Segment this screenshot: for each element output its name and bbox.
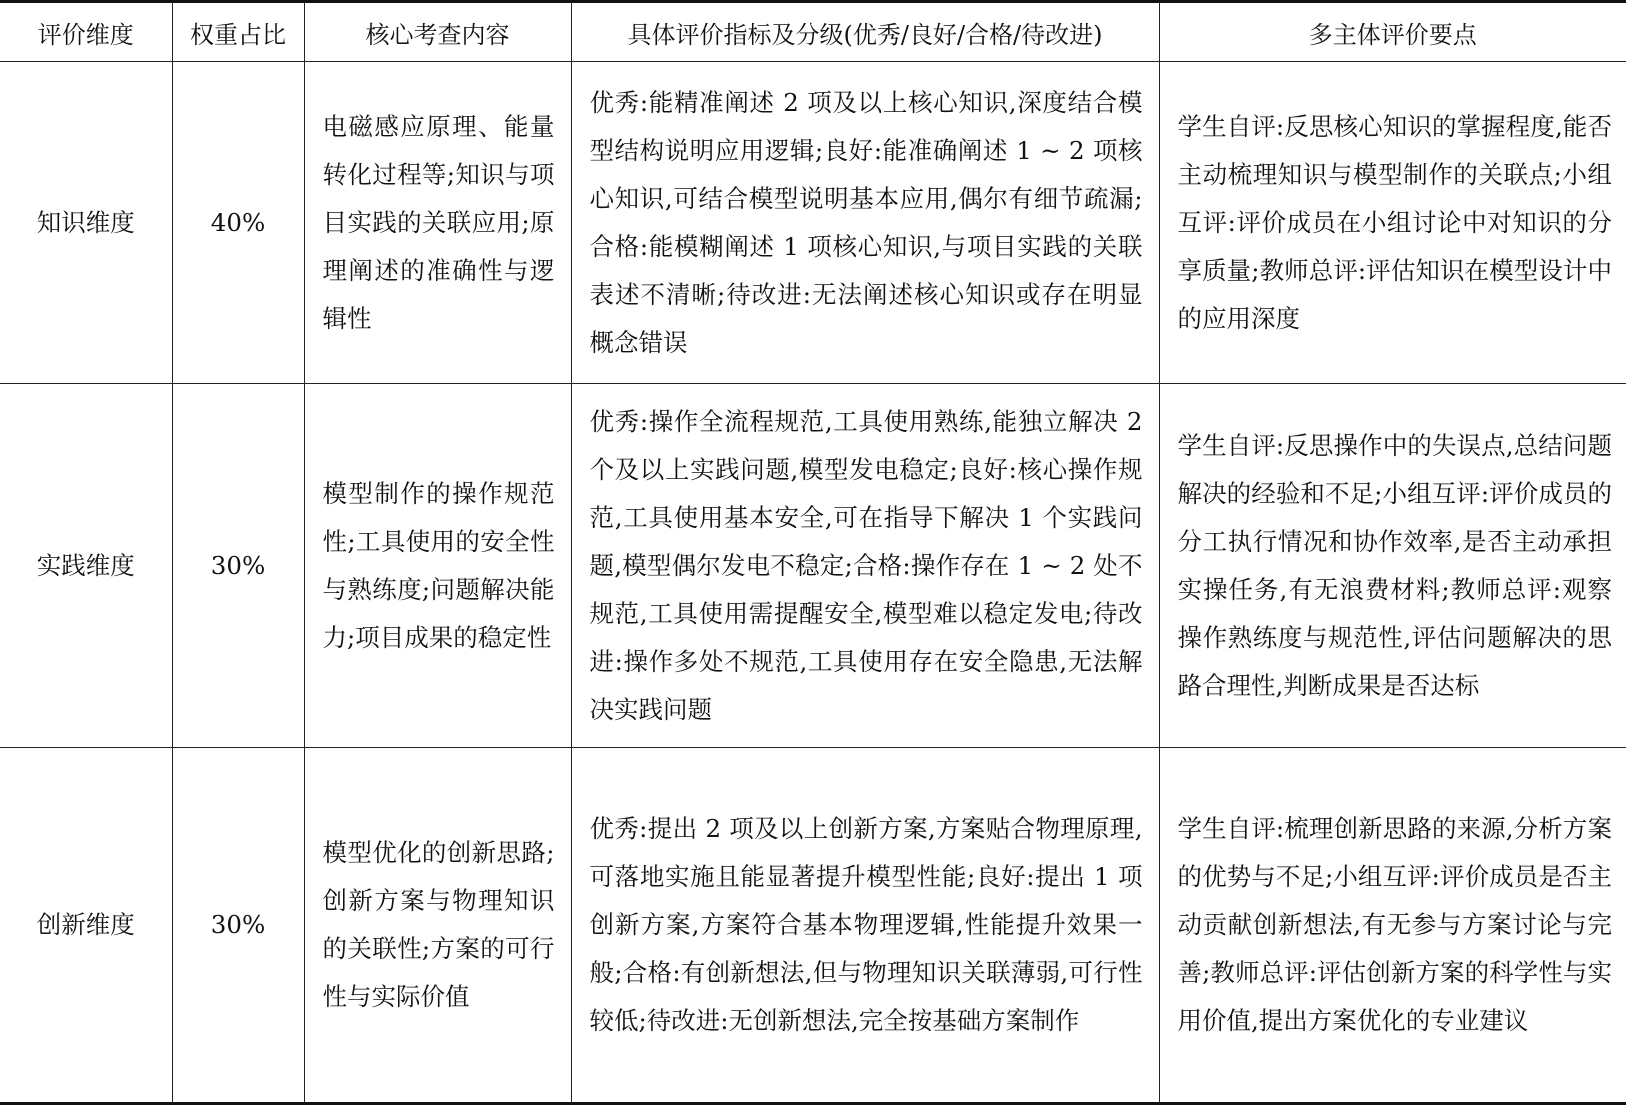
cell-weight: 30% xyxy=(172,384,304,748)
cell-dimension: 创新维度 xyxy=(0,748,172,1104)
cell-core-content: 电磁感应原理、能量转化过程等;知识与项目实践的关联应用;原理阐述的准确性与逻辑性 xyxy=(304,62,571,384)
cell-multi-evaluation: 学生自评:反思核心知识的掌握程度,能否主动梳理知识与模型制作的关联点;小组互评:评价成员在小组讨论中对知识的分享质量;教师总评:评估知识在模型设计中的应用深度 xyxy=(1159,62,1626,384)
cell-criteria: 优秀:提出 2 项及以上创新方案,方案贴合物理原理,可落地实施且能显著提升模型性能;良好:提出 1 项创新方案,方案符合基本物理逻辑,性能提升效果一般;合格:有创新想法,但与物理知识关联薄弱,可行性较低;待改进:无创新想法,完全按基础方案制作 xyxy=(571,748,1159,1104)
header-dimension: 评价维度 xyxy=(0,2,172,62)
table-row-practice xyxy=(0,384,1626,748)
cell-multi-evaluation: 学生自评:梳理创新思路的来源,分析方案的优势与不足;小组互评:评价成员是否主动贡献创新想法,有无参与方案讨论与完善;教师总评:评估创新方案的科学性与实用价值,提出方案优化的专业建议 xyxy=(1159,748,1626,1104)
cell-dimension: 实践维度 xyxy=(0,384,172,748)
cell-core-content: 模型制作的操作规范性;工具使用的安全性与熟练度;问题解决能力;项目成果的稳定性 xyxy=(304,384,571,748)
header-multi-evaluation: 多主体评价要点 xyxy=(1159,2,1626,62)
table-row-innovation xyxy=(0,748,1626,1104)
cell-dimension: 知识维度 xyxy=(0,62,172,384)
table-row-knowledge xyxy=(0,62,1626,384)
cell-core-content: 模型优化的创新思路;创新方案与物理知识的关联性;方案的可行性与实际价值 xyxy=(304,748,571,1104)
cell-weight: 30% xyxy=(172,748,304,1104)
header-weight: 权重占比 xyxy=(172,2,304,62)
cell-multi-evaluation: 学生自评:反思操作中的失误点,总结问题解决的经验和不足;小组互评:评价成员的分工执行情况和协作效率,是否主动承担实操任务,有无浪费材料;教师总评:观察操作熟练度与规范性,评估问题解决的思路合理性,判断成果是否达标 xyxy=(1159,384,1626,748)
table-body xyxy=(0,62,1626,1104)
table-header xyxy=(0,2,1626,62)
header-criteria: 具体评价指标及分级(优秀/良好/合格/待改进) xyxy=(571,2,1159,62)
cell-criteria: 优秀:操作全流程规范,工具使用熟练,能独立解决 2 个及以上实践问题,模型发电稳定;良好:核心操作规范,工具使用基本安全,可在指导下解决 1 个实践问题,模型偶尔发电不稳定;合格:操作存在 1 ~ 2 处不规范,工具使用需提醒安全,模型难以稳定发电;待改进:操作多处不规范,工具使用存在安全隐患,无法解决实践问题 xyxy=(571,384,1159,748)
header-core-content: 核心考查内容 xyxy=(304,2,571,62)
header-row xyxy=(0,2,1626,62)
cell-weight: 40% xyxy=(172,62,304,384)
cell-criteria: 优秀:能精准阐述 2 项及以上核心知识,深度结合模型结构说明应用逻辑;良好:能准确阐述 1 ~ 2 项核心知识,可结合模型说明基本应用,偶尔有细节疏漏;合格:能模糊阐述 1 项核心知识,与项目实践的关联表述不清晰;待改进:无法阐述核心知识或存在明显概念错误 xyxy=(571,62,1159,384)
